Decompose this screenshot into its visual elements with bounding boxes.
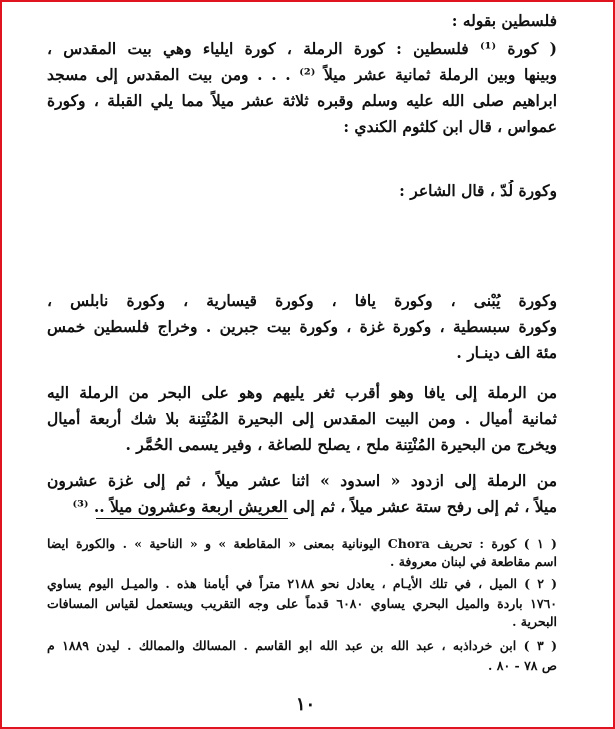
text-line: ابراهيم صلى الله عليه وسلم وقبره ثلاثة عشر ميلاً مما يلي القبلة ، وكورة	[47, 91, 557, 110]
text-line: من الرملة إلى يافا وهو أقرب ثغر يليهم وهو على البحر من الرملة اليه	[47, 383, 557, 402]
page-number: ١٠	[295, 694, 316, 715]
text-line: ( كورة ⁽¹⁾ فلسطين : كورة الرملة ، كورة ايلياء وهي بيت المقدس ،	[47, 39, 557, 58]
text-line: وبينها وبين الرملة ثمانية عشر ميلاً ⁽²⁾ . . . ومن بيت المقدس إلى مسجد	[47, 65, 557, 84]
text-line: وكورة لُدّ ، قال الشاعر :	[399, 181, 557, 200]
footnote-separator	[96, 518, 288, 519]
text-line: عمواس ، قال ابن كلثوم الكندي :	[343, 117, 557, 136]
text-line: مئة الف دينـار .	[456, 343, 557, 362]
text-line: وكورة يُبْنى ، وكورة يافا ، وكورة قيسارية ، وكورة نابلس ،	[47, 291, 557, 310]
footnote-line: ( ١ ) كورة : تحريف Chora اليونانية بمعنى « المقاطعة » و « الناحية » . والكورة ايضا	[47, 536, 557, 551]
text-line: من الرملة إلى ازدود « اسدود » اثنا عشر ميلاً ، ثم إلى غزة عشرون	[47, 471, 557, 490]
footnote-line: ص ٧٨ - ٨٠ .	[488, 658, 557, 673]
footnote-line: البحرية .	[512, 614, 557, 629]
text-line: فلسطين بقوله :	[451, 11, 557, 30]
text-line: ميلاً ، ثم إلى رفح ستة عشر ميلاً ، ثم إلى العريش اربعة وعشرون ميلاً .. ⁽³⁾	[72, 497, 557, 516]
footnote-line: ( ٣ ) ابن خرداذبه ، عبد الله بن عبد الله ابو القاسم . المسالك والممالك . ليدن ١٨٨٩ م	[47, 638, 557, 653]
text-line: وكورة سبسطية ، وكورة غزة ، وكورة بيت جبرين . وخراج فلسطين خمس	[47, 317, 557, 336]
footnote-line: اسم مقاطعة في لبنان معروفة .	[390, 554, 557, 569]
footnote-line: ( ٢ ) الميل ، في تلك الأيـام ، يعادل نحو ٢١٨٨ متراً في أيامنا هذه . والميـل اليوم يساوي	[47, 576, 557, 591]
footnote-line: ١٧٦٠ باردة والميل البحري يساوي ٦٠٨٠ قدماً على وجه التقريب ويستعمل لقياس المسافات	[47, 596, 557, 611]
text-line: ويخرج من البحيرة المُنْتِنة ملح ، يصلح للصاغة ، وفير يسمى الحُمَّر .	[125, 435, 557, 454]
text-line: ثمانية أميال . ومن البيت المقدس إلى البحيرة المُنْتِنة بلا شك أربعة أميال	[47, 409, 557, 428]
